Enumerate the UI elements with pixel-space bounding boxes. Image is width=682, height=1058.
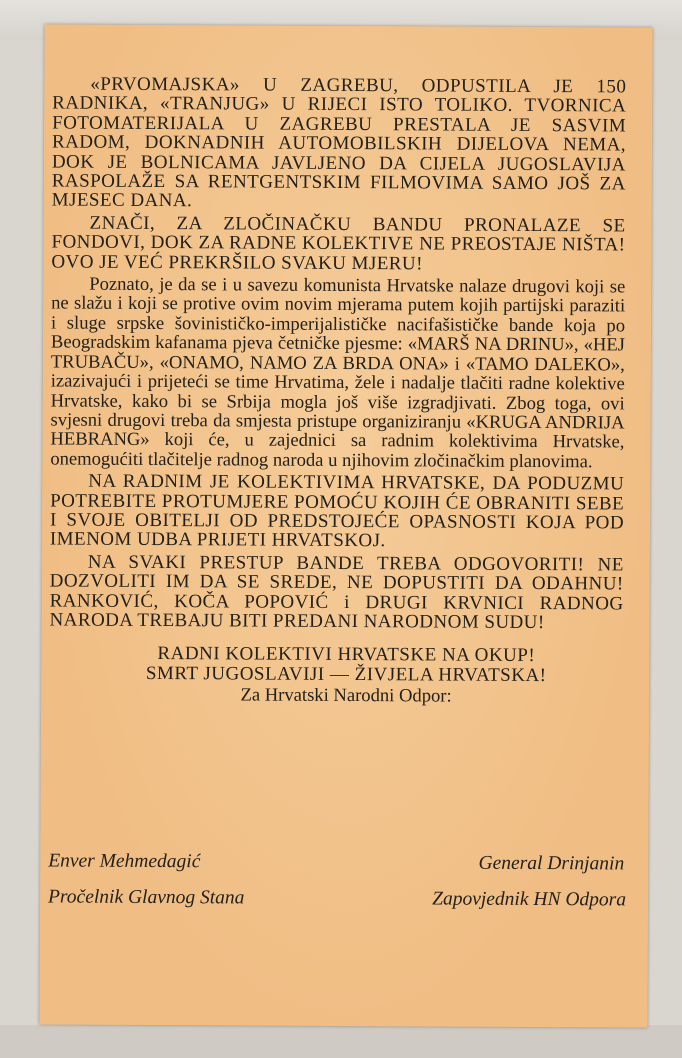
signatory-right-title: Zapovjednik HN Odpora: [432, 888, 627, 911]
slogan-unite: RADNI KOLEKTIVI HRVATSKE NA OKUP!: [157, 643, 536, 667]
paragraph-countermeasures: NA RADNIM JE KOLEKTIVIMA HRVATSKE, DA PODUZMU POTREBITE PROTUMJERE POMOĆU KOJIH ĆE OBRANITI SEBE I SVOJE OBITELJI OD PREDSTOJEĆE OPASNOSTI KOJA POD IMENOM UDBA PRIJETI HRVATSKOJ.: [49, 470, 625, 552]
paragraph-respond: NA SVAKI PRESTUP BANDE TREBA ODGOVORITI! NE DOZVOLITI IM DA SE SREDE, NE DOPUSTITI DA ODAHNU! RANKOVIĆ, KOČA POPOVIĆ i DRUGI KRVNICI RADNOG NARODA TREBAJU BITI PREDANI NARODNOM SUDU!: [49, 551, 624, 634]
paragraph-comrades: Poznato, je da se i u savezu komunista Hrvatske nalaze drugovi koji se ne slažu i koji se protive ovim novim mjerama putem kojih partijski paraziti i sluge srpske šovinističko-imperijalističke nacifašističke bande koja po Beogradskim kafanama pjeva četničke pjesme: «MARŠ NA DRINU», «HEJ TRUBAČU», «ONAMO, NAMO ZA BRDA ONA» i «TAMO DALEKO», izazivajući i prijeteći se time Hrvatima, žele i nadalje tlačiti radne kolektive Hrvatske, kako bi se Srbija mogla još više izgradjivati. Zbog toga, ovi svjesni drugovi treba da smjesta pristupe organiziranju «KRUGA ANDRIJA HEBRANG» koji će, u zajednici sa radnim kolektivima Hrvatske, onemogućiti tlačitelje radnog naroda u njihovim zločinačkim planovima.: [50, 273, 626, 473]
signoff-line: Za Hrvatski Narodni Odpor:: [240, 684, 452, 707]
signatory-left-name: Enver Mehmedagić: [48, 850, 201, 873]
signatory-right-name: General Drinjanin: [478, 852, 625, 875]
paragraph-funds: ZNAČI, ZA ZLOČINAČKU BANDU PRONALAZE SE FONDOVI, DOK ZA RADNE KOLEKTIVE NE PREOSTAJE NIŠTA! OVO JE VEĆ PREKRŠILO SVAKU MJERU!: [51, 212, 626, 275]
paragraph-layoffs: «PRVOMAJSKA» U ZAGREBU, ODPUSTILA JE 150 RADNIKA, «TRANJUG» U RIJECI ISTO TOLIKO. TVORNICA FOTOMATERIJALA U ZAGREBU PRESTALA JE SASVIM RADOM, DOKNADNIH AUTOMOBILSKIH DIJELOVA NEMA, DOK JE BOLNICAMA JAVLJENO DA CIJELA JUGOSLAVIJA RASPOLAŽE SA RENTGENTSKIM FILMOVIMA SAMO JOŠ ZA MJESEC DANA.: [51, 73, 627, 212]
leaflet-paper: [39, 24, 652, 1027]
signatory-left-title: Pročelnik Glavnog Stana: [47, 886, 245, 909]
slogan-death: SMRT JUGOSLAVIJI — ŽIVJELA HRVATSKA!: [145, 662, 547, 686]
background-bottom: [0, 1025, 682, 1058]
leaflet-body: [49, 74, 626, 707]
